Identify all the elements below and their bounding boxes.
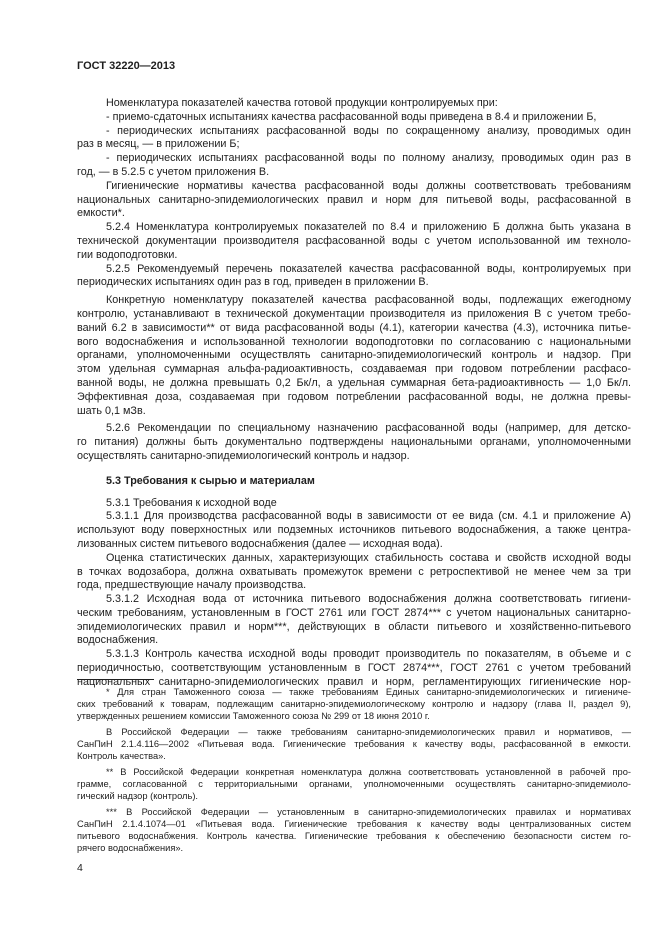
main-text	[77, 97, 631, 690]
text-line: технической документации производителя расфасованной воды с учетом использованной им техноло-	[77, 234, 631, 247]
text-line: 5.3.1 Требования к исходной воде	[106, 496, 277, 509]
page-number: 4	[77, 862, 83, 874]
text-line: используют воду поверхностных или подземных источников питьевого водоснабжения, а также центра-	[77, 524, 631, 537]
text-line: В Российской Федерации — также требованиям санитарно-эпидемиологических правил и нормативов, —	[106, 727, 631, 737]
text-line: Эффективная доза, создаваемая при годовом потреблении расфасованной воды, не должна превы-	[77, 390, 631, 403]
text-line: национальных санитарно-эпидемиологических правил и норм для питьевой воды, расфасованной в	[77, 193, 631, 206]
text-line: года, предшествующие началу производства.	[77, 579, 307, 592]
text-line: осуществлять санитарно-эпидемиологический контроль и надзор.	[77, 449, 410, 462]
paragraph	[77, 294, 631, 418]
text-line: - периодических испытаниях расфасованной воды по полному анализу, проводимых один раз в	[106, 152, 631, 165]
text-line: * Для стран Таможенного союза — также требованиям Единых санитарно-эпидемиологических и гигиениче-	[106, 687, 631, 697]
text-line: лизованных систем питьевого водоснабжения (далее — исходная вода).	[77, 537, 443, 550]
text-line: - периодических испытаниях расфасованной воды по сокращенному анализу, проводимых один	[106, 124, 631, 137]
text-line: водоснабжения.	[77, 634, 159, 647]
text-line: контролю, устанавливают в технической документации производителя из приложения В с учетом требо-	[77, 307, 631, 320]
text-line: 5.2.4 Номенклатура контролируемых показателей по 8.4 и приложению Б должна быть указана в	[106, 221, 631, 234]
clause-5-3-1-1	[77, 510, 631, 551]
text-line: ванной воды, не должна превышать 0,2 Бк/л, а удельная суммарная бета-радиоактивность — 1,0 Бк/л.	[77, 376, 631, 389]
clause-5-2-6	[77, 422, 631, 463]
text-line: - приемо-сдаточных испытаниях качества расфасованной воды приведена в 8.4 и приложении Б,	[106, 110, 597, 123]
text-line: утвержденных решением комиссии Таможенного союза № 299 от 18 июня 2010 г.	[77, 711, 430, 721]
clause-5-2-5	[77, 263, 631, 291]
text-line: 5.2.5 Рекомендуемый перечень показателей качества расфасованной воды, контролируемых при	[106, 262, 631, 275]
text-line: Конкретную номенклатуру показателей качества расфасованной воды, подлежащих ежегодному	[106, 294, 631, 307]
clause-5-3-1-2	[77, 593, 631, 648]
paragraph	[77, 552, 631, 593]
text-line: ских требований к товарам, подлежащим санитарно-эпидемиологическому контролю и надзору (глава II, раздел 9),	[77, 699, 631, 709]
text-line: периодичностью, соответствующим установленным в ГОСТ 2874***, ГОСТ 2761 с учетом требований	[77, 662, 631, 675]
document-header: ГОСТ 32220—2013	[77, 60, 176, 72]
clause-5-3-1-3	[77, 648, 631, 689]
footnotes	[77, 686, 631, 854]
text-line: органами, уполномоченными осуществлять санитарно-эпидемиологический контроль и надзор. При	[77, 349, 631, 362]
text-line: этом удельная суммарная альфа-радиоактивность, создаваемая при годовом потреблении расфасо-	[77, 363, 631, 376]
text-line: 5.3.1.1 Для производства расфасованной воды в зависимости от ее вида (см. 4.1 и приложение А)	[106, 510, 631, 523]
text-line: раз в месяц, — в приложении Б;	[77, 138, 240, 151]
text-line: 5.3.1.3 Контроль качества исходной воды проводит производитель по показателям, в объеме и с	[106, 648, 631, 661]
text-line: национальных санитарно-эпидемиологических правил и норм, регламентирующих гигиенические нор-	[77, 675, 631, 688]
clause-5-2-4	[77, 221, 631, 262]
text-line: вого водоснабжения и использованной технологии водоподготовки по согласованию с национальными	[77, 335, 631, 348]
text-line: Контроль качества».	[77, 751, 166, 761]
footnote	[77, 766, 631, 802]
text-line: *** В Российской Федерации — установленным в санитарно-эпидемиологических правилах и нормативах	[106, 807, 631, 817]
list-item	[77, 125, 631, 153]
text-line: ** В Российской Федерации конкретная номенклатура должна соответствовать установленной в рабочей про-	[106, 767, 631, 777]
footnote	[77, 726, 631, 762]
text-line: Гигиенические нормативы качества расфасованной воды должны соответствовать требованиям	[106, 179, 631, 192]
text-line: периодических испытаниях один раз в год, приведен в приложении В.	[77, 276, 429, 289]
text-line: 5.3 Требования к сырью и материалам	[106, 474, 315, 487]
footnote	[77, 686, 631, 722]
footnote	[77, 806, 631, 854]
section-heading-5-3	[77, 475, 631, 489]
text-line: ческим требованиям, установленным в ГОСТ 2761 или ГОСТ 2874*** с учетом национальных санитарно-	[77, 606, 631, 619]
text-line: гии водоподготовки.	[77, 248, 178, 261]
text-line: 5.3.1.2 Исходная вода от источника питьевого водоснабжения должна соответствовать гигиени-	[106, 593, 631, 606]
text-line: рячего водоснабжения».	[77, 843, 184, 853]
paragraph	[77, 180, 631, 221]
text-line: год, — в 5.2.5 с учетом приложения В.	[77, 165, 270, 178]
list-item	[77, 111, 631, 125]
footnote-separator	[77, 679, 154, 680]
text-line: Оценка статистических данных, характеризующих стабильность состава и свойств исходной воды	[106, 551, 631, 564]
subsection-heading-5-3-1	[77, 497, 631, 511]
text-line: ваний 6.2 в зависимости** от вида расфасованной воды (4.1), категории качества (4.3), источника питье-	[77, 321, 631, 334]
text-line: шать 0,1 мЗв.	[77, 404, 146, 417]
text-line: СанПиН 2.1.4.1074—01 «Питьевая вода. Гигиенические требования к качеству воды централизованных систем	[77, 819, 631, 829]
text-line: грамме, согласованной с территориальными органами, уполномоченными осуществлять санитарно-эпидемиоло-	[77, 779, 631, 789]
paragraph	[77, 97, 631, 111]
text-line: Номенклатура показателей качества готовой продукции контролируемых при:	[106, 97, 498, 109]
text-line: питьевого водоснабжения. Контроль качества. Гигиенические требования к обеспечению безопасности систем го-	[77, 831, 631, 841]
list-item	[77, 152, 631, 180]
text-line: гический надзор (контроль).	[77, 791, 199, 801]
text-line: го питания) должны быть документально подтверждены национальными органами, уполномоченными	[77, 436, 631, 449]
text-line: 5.2.6 Рекомендации по специальному назначению расфасованной воды (например, для детско-	[106, 422, 631, 435]
text-line: эпидемиологических правил и норм***, действующих в области питьевого и хозяйственно-питьевого	[77, 620, 631, 633]
text-line: емкости*.	[77, 207, 125, 220]
text-line: в точках водозабора, должна охватывать промежуток времени с ретроспективой не менее чем за три	[77, 565, 631, 578]
text-line: СанПиН 2.1.4.116—2002 «Питьевая вода. Гигиенические требования к качеству воды, расфасованной в емкости.	[77, 739, 631, 749]
